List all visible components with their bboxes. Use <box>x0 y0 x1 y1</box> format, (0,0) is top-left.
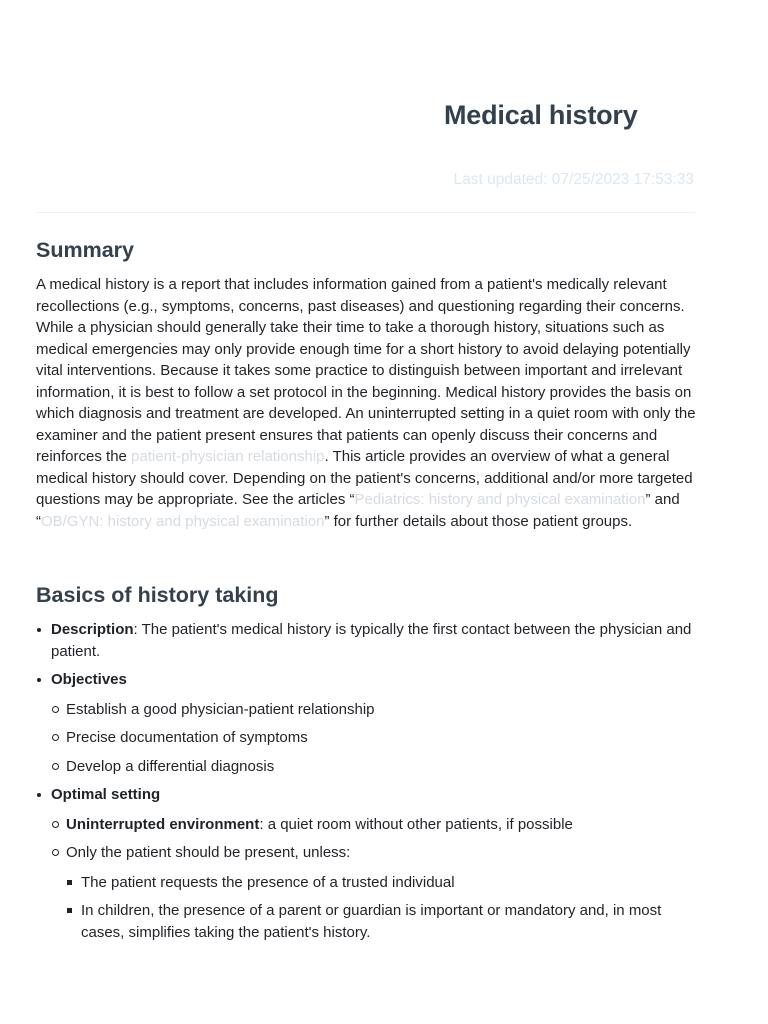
header-divider <box>36 212 695 213</box>
obgyn-article-link[interactable]: OB/GYN: history and physical examination <box>41 512 325 530</box>
objective-item: Precise documentation of symptoms <box>51 727 696 749</box>
page-title: Medical history <box>444 100 638 130</box>
article-content <box>36 234 696 950</box>
summary-text-2: . This article provides an overview of what a general medical history should cover. Depending on the patient's concerns, additional and/or more targeted questions may be appropriate. See the articles “ <box>36 448 693 508</box>
list-item-optimal-setting <box>36 784 696 943</box>
uninterrupted-text: : a quiet room without other patients, if possible <box>259 815 573 833</box>
objectives-label: Objectives <box>51 671 127 688</box>
list-item-description <box>36 619 696 662</box>
basics-heading: Basics of history taking <box>36 583 279 607</box>
summary-text-3: ” and “ <box>36 491 680 530</box>
exception-item: In children, the presence of a parent or guardian is important or mandatory and, in most cases, simplifies taking the patient's history. <box>66 900 696 943</box>
list-item-objectives <box>36 669 696 777</box>
exceptions-list <box>66 872 696 944</box>
optimal-setting-label: Optimal setting <box>51 786 161 803</box>
exception-item: The patient requests the presence of a trusted individual <box>66 872 696 894</box>
objective-item: Develop a differential diagnosis <box>51 756 696 778</box>
summary-text-1: A medical history is a report that includes information gained from a patient's medically relevant recollections (e.g., symptoms, concerns, past diseases) and questioning regarding their concerns. While a physician should generally take their time to take a thorough history, situations such as medical emergencies may only provide enough time for a short history to avoid delaying potentially vital interventions. Because it takes some practice to distinguish between important and irrelevant information, it is best to follow a set protocol in the beginning. Medical history provides the basis on which diagnosis and treatment are developed. An uninterrupted setting in a quiet room with only the examiner and the patient present ensures that patients can openly discuss their concerns and reinforces the <box>36 276 696 465</box>
last-updated-timestamp: Last updated: 07/25/2023 17:53:33 <box>453 171 694 188</box>
basics-list <box>36 619 696 943</box>
pediatrics-article-link[interactable]: Pediatrics: history and physical examination <box>354 491 646 508</box>
summary-text-4: ” for further details about those patient groups. <box>324 512 633 530</box>
setting-item-only-patient <box>51 842 696 943</box>
summary-heading: Summary <box>36 238 134 262</box>
description-text: : The patient's medical history is typically the first contact between the physician and patient. <box>51 621 692 660</box>
description-label: Description <box>51 621 134 638</box>
setting-item-uninterrupted <box>51 814 696 836</box>
patient-physician-relationship-link[interactable]: patient-physician relationship <box>131 448 325 465</box>
uninterrupted-label: Uninterrupted environment <box>66 815 260 833</box>
objective-item: Establish a good physician-patient relationship <box>51 699 696 721</box>
setting-list <box>51 814 696 944</box>
only-patient-text: Only the patient should be present, unless: <box>66 844 351 861</box>
summary-paragraph <box>36 274 696 532</box>
objectives-list <box>51 699 696 778</box>
